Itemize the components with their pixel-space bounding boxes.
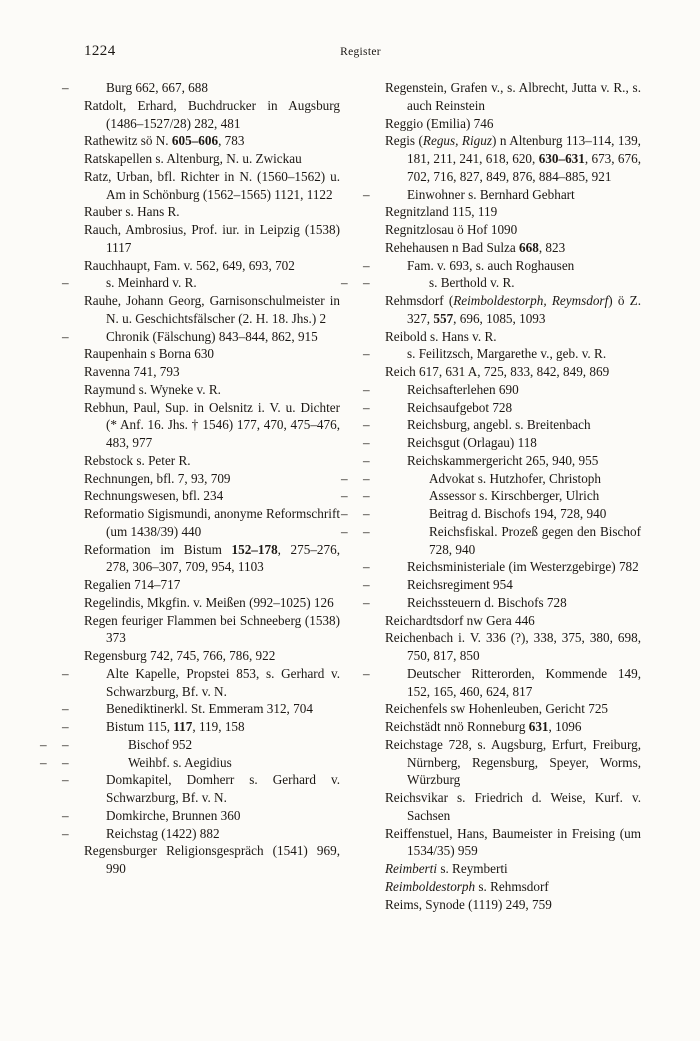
index-entry: [62, 700, 340, 718]
index-entry: [385, 363, 641, 381]
index-entry: [363, 434, 641, 452]
entry-text: , 823: [538, 239, 566, 255]
index-entry: [84, 381, 340, 399]
entry-text: Reims, Synode (1119) 249, 759: [385, 896, 552, 912]
index-entry: [385, 896, 641, 914]
entry-text: s. Berthold v. R.: [429, 275, 515, 291]
entry-text: Reggio (Emilia) 746: [385, 115, 494, 131]
dash-marker: –: [363, 665, 370, 681]
entry-text: Reiffenstuel, Hans, Baumeister in Freising (um 1534/35) 959: [385, 825, 641, 859]
entry-text: Regensburg 742, 745, 766, 786, 922: [84, 648, 276, 663]
index-entry: [84, 594, 340, 612]
dash-marker: –: [363, 381, 370, 397]
index-entry: [84, 647, 340, 665]
index-entry: [341, 487, 641, 505]
index-entry: [84, 221, 340, 257]
index-entry: [363, 257, 641, 275]
dash-marker: –: [363, 559, 370, 575]
entry-text: Reichsregiment 954: [407, 577, 513, 592]
index-entry: [84, 363, 340, 381]
entry-text: Reichstag (1422) 882: [106, 825, 220, 841]
entry-text: Chronik (Fälschung) 843–844, 862, 915: [106, 328, 318, 344]
index-entry: [385, 878, 641, 896]
index-entry: [84, 487, 340, 505]
index-entry: [363, 416, 641, 434]
index-entry: [385, 718, 641, 736]
entry-text: Reichsgut (Orlagau) 118: [407, 435, 537, 450]
entry-text: s. Reymberti: [437, 861, 508, 876]
entry-text: Rebstock s. Peter R.: [84, 452, 191, 468]
index-entry: [62, 328, 340, 346]
entry-text: Rechnungen, bfl. 7, 93, 709: [84, 470, 231, 486]
index-entry: [363, 665, 641, 701]
index-entry: [385, 203, 641, 221]
entry-text: Rebhun, Paul, Sup. in Oelsnitz i. V. u. Dichter (* Anf. 16. Jhs. † 1546) 177, 470, 475–476, 483, 977: [84, 399, 340, 450]
text-columns: [40, 79, 642, 913]
entry-text: Domkapitel, Domherr s. Gerhard v. Schwarzburg, Bf. v. N.: [106, 772, 340, 805]
index-entry: [363, 452, 641, 470]
entry-text: Reichsafterlehen 690: [407, 381, 519, 397]
entry-text: s. Rehmsdorf: [475, 878, 549, 894]
index-entry: [40, 754, 340, 772]
index-entry: [62, 718, 340, 736]
index-entry: [62, 665, 340, 701]
dash-marker: –: [363, 488, 370, 504]
entry-text: Beitrag d. Bischofs 194, 728, 940: [429, 506, 607, 521]
entry-text: Rechnungswesen, bfl. 234: [84, 488, 224, 504]
index-entry: [84, 541, 340, 577]
dash-marker: –: [62, 701, 69, 717]
entry-text: Reformation im Bistum: [84, 541, 232, 557]
entry-text: Regnitzland 115, 119: [385, 204, 498, 220]
dash-marker: –: [363, 275, 370, 291]
entry-text: , 275–276, 278, 306–307, 709, 954, 1103: [106, 541, 341, 575]
entry-text: Ratskapellen s. Altenburg, N. u. Zwickau: [84, 151, 302, 166]
index-entry: [363, 558, 641, 576]
index-entry: [40, 736, 340, 754]
index-entry: [84, 612, 340, 648]
entry-text: Bistum 115,: [106, 719, 174, 734]
entry-text: Reichsfiskal. Prozeß gegen den Bischof 728, 940: [429, 523, 641, 557]
entry-text: Regen feuriger Flammen bei Schneeberg (1538) 373: [84, 612, 340, 646]
index-entry: [84, 452, 340, 470]
entry-text: Einwohner s. Bernhard Gebhart: [407, 186, 575, 202]
entry-text: Regalien 714–717: [84, 577, 181, 592]
entry-text: , 119, 158: [192, 719, 245, 734]
index-entry: [363, 186, 641, 204]
entry-text: Reimboldestorph: [385, 878, 476, 894]
page-header: [84, 43, 637, 63]
index-entry: [84, 257, 340, 275]
index-entry: [341, 470, 641, 488]
index-entry: [385, 221, 641, 239]
dash-marker: –: [62, 275, 69, 291]
entry-text: Reimboldestorph, Reymsdorf: [453, 293, 609, 308]
index-entry: [341, 523, 641, 559]
dash-marker: –: [341, 523, 348, 539]
index-entry: [84, 576, 340, 594]
index-entry: [385, 700, 641, 718]
index-entry: [84, 345, 340, 363]
index-entry: [385, 79, 641, 115]
running-title: Register: [340, 46, 381, 58]
dash-marker: –: [363, 452, 370, 468]
entry-text: Deutscher Ritterorden, Kommende 149, 152, 165, 460, 624, 817: [407, 665, 641, 699]
index-entry: [84, 203, 340, 221]
index-entry: [62, 274, 340, 292]
entry-text: Reichsvikar s. Friedrich d. Weise, Kurf. v. Sachsen: [385, 790, 641, 823]
entry-text: Rehehausen n Bad Sulza: [385, 239, 520, 255]
entry-text: Fam. v. 693, s. auch Roghausen: [407, 257, 575, 273]
index-entry: [84, 292, 340, 328]
dash-marker: –: [62, 328, 69, 344]
entry-text: Rauber s. Hans R.: [84, 204, 180, 220]
dash-marker: –: [363, 435, 370, 450]
entry-text: Ratdolt, Erhard, Buchdrucker in Augsburg (1486–1527/28) 282, 481: [84, 97, 340, 131]
dash-marker: –: [363, 470, 370, 486]
index-entry: [363, 399, 641, 417]
entry-text: ) n Altenburg 113–114, 139, 181, 211, 241, 618, 620,: [407, 133, 641, 166]
entry-text: Regnitzlosau ö Hof 1090: [385, 222, 518, 237]
entry-text: 668: [519, 239, 539, 255]
index-entry: [385, 115, 641, 133]
entry-text: 117: [173, 719, 193, 734]
dash-marker: –: [363, 506, 370, 521]
index-entry: [62, 771, 340, 807]
entry-text: Reichsaufgebot 728: [407, 399, 513, 415]
index-entry: [385, 292, 641, 328]
entry-text: , 783: [218, 133, 245, 149]
entry-text: ) ö Z. 327,: [407, 293, 641, 326]
entry-text: Reichskammergericht 265, 940, 955: [407, 452, 599, 468]
entry-text: Rehmsdorf (: [385, 293, 454, 308]
entry-text: Alte Kapelle, Propstei 853, s. Gerhard v. Schwarzburg, Bf. v. N.: [106, 665, 340, 699]
entry-text: s. Meinhard v. R.: [106, 275, 197, 291]
entry-text: , 673, 676, 702, 716, 827, 849, 876, 884–885, 921: [407, 151, 642, 184]
entry-text: 605–606: [171, 133, 219, 149]
entry-text: Benediktinerkl. St. Emmeram 312, 704: [106, 701, 313, 717]
index-entry: [84, 470, 340, 488]
entry-text: Reformatio Sigismundi, anonyme Reformschrift (um 1438/39) 440: [84, 506, 340, 539]
index-entry: [363, 594, 641, 612]
entry-text: Assessor s. Kirschberger, Ulrich: [429, 488, 600, 504]
entry-text: 631: [528, 719, 549, 734]
index-entry: [363, 381, 641, 399]
dash-marker: –: [363, 346, 370, 362]
dash-marker: –: [341, 470, 348, 486]
index-entry: [341, 274, 641, 292]
entry-text: Regus, Riguz: [422, 133, 492, 149]
index-entry: [385, 860, 641, 878]
dash-marker: –: [62, 736, 69, 752]
entry-text: Advokat s. Hutzhofer, Christoph: [429, 470, 601, 486]
entry-text: Reichstädt nnö Ronneburg: [385, 719, 529, 734]
dash-marker: –: [62, 825, 69, 841]
dash-marker: –: [62, 754, 69, 770]
dash-marker: –: [363, 577, 370, 592]
index-entry: [62, 807, 340, 825]
entry-text: Reichardtsdorf nw Gera 446: [385, 612, 535, 628]
index-entry: [84, 132, 340, 150]
index-entry: [341, 505, 641, 523]
dash-marker: –: [62, 719, 69, 734]
dash-marker: –: [363, 523, 370, 539]
dash-marker: –: [62, 665, 69, 681]
entry-text: Ravenna 741, 793: [84, 364, 180, 379]
entry-text: Reichenfels sw Hohenleuben, Gericht 725: [385, 701, 609, 717]
page-number: 1224: [84, 43, 116, 59]
entry-text: Domkirche, Brunnen 360: [106, 807, 241, 823]
dash-marker: –: [363, 594, 370, 610]
entry-text: Regelindis, Mkgfin. v. Meißen (992–1025) 126: [84, 594, 334, 610]
index-entry: [84, 150, 340, 168]
entry-text: Rathewitz sö N.: [84, 133, 172, 149]
index-entry: [84, 505, 340, 541]
entry-text: Rauch, Ambrosius, Prof. iur. in Leipzig (1538) 1117: [84, 222, 340, 255]
index-entry: [385, 328, 641, 346]
index-entry: [84, 842, 340, 878]
entry-text: Reichenbach i. V. 336 (?), 338, 375, 380, 698, 750, 817, 850: [385, 630, 641, 663]
entry-text: Reibold s. Hans v. R.: [385, 328, 497, 344]
dash-marker: –: [363, 417, 370, 433]
index-entry: [385, 629, 641, 665]
entry-text: , 1096: [548, 719, 582, 734]
entry-text: Reimberti: [385, 861, 438, 876]
entry-text: Rauhe, Johann Georg, Garnisonschulmeister in N. u. Geschichtsfälscher (2. H. 18. Jhs.) 2: [84, 293, 340, 326]
entry-text: Reichssteuern d. Bischofs 728: [407, 594, 567, 610]
entry-text: Reichstage 728, s. Augsburg, Erfurt, Freiburg, Nürnberg, Regensburg, Speyer, Worms, Würzburg: [385, 736, 641, 788]
entry-text: Weihbf. s. Aegidius: [128, 754, 232, 770]
dash-marker: –: [341, 488, 348, 504]
entry-text: Rauchhaupt, Fam. v. 562, 649, 693, 702: [84, 257, 295, 273]
entry-text: 630–631: [538, 151, 585, 166]
index-entry: [62, 825, 340, 843]
index-entry: [84, 399, 340, 452]
entry-text: Ratz, Urban, bfl. Richter in N. (1560–1562) u. Am in Schönburg (1562–1565) 1121, 1122: [84, 168, 340, 202]
dash-marker: –: [62, 807, 69, 823]
index-entry: [84, 97, 340, 133]
entry-text: Reichsministeriale (im Westerzgebirge) 782: [407, 559, 639, 575]
dash-marker: –: [363, 257, 370, 273]
entry-text: Raupenhain s Borna 630: [84, 346, 215, 362]
index-entry: [84, 168, 340, 204]
entry-text: 152–178: [231, 541, 278, 557]
index-entry: [385, 612, 641, 630]
index-entry: [385, 789, 641, 825]
dash-marker: –: [363, 399, 370, 415]
index-entry: [385, 239, 641, 257]
dash-marker: –: [341, 275, 348, 291]
dash-marker: –: [363, 186, 370, 202]
index-entry: [62, 79, 340, 97]
entry-text: Burg 662, 667, 688: [106, 80, 208, 95]
entry-text: Regis (: [385, 133, 423, 149]
entry-text: Raymund s. Wyneke v. R.: [84, 381, 221, 397]
index-entry: [363, 345, 641, 363]
entry-text: Bischof 952: [128, 736, 193, 752]
dash-marker: –: [341, 506, 348, 521]
index-entry: [385, 132, 641, 185]
dash-marker: –: [40, 736, 47, 752]
entry-text: Reich 617, 631 A, 725, 833, 842, 849, 869: [385, 364, 610, 379]
entry-text: Regensburger Religionsgespräch (1541) 969, 990: [84, 843, 340, 876]
dash-marker: –: [40, 754, 47, 770]
entry-text: s. Feilitzsch, Margarethe v., geb. v. R.: [407, 346, 607, 362]
entry-text: Regenstein, Grafen v., s. Albrecht, Jutta v. R., s. auch Reinstein: [385, 80, 641, 113]
entry-text: Reichsburg, angebl. s. Breitenbach: [407, 417, 591, 433]
entry-text: , 696, 1085, 1093: [453, 310, 546, 326]
index-entry: [363, 576, 641, 594]
dash-marker: –: [62, 772, 69, 788]
column-right: [341, 79, 642, 913]
entry-text: 557: [433, 310, 454, 326]
dash-marker: –: [62, 80, 69, 95]
index-entry: [385, 825, 641, 861]
index-entry: [385, 736, 641, 789]
column-left: [40, 79, 341, 913]
